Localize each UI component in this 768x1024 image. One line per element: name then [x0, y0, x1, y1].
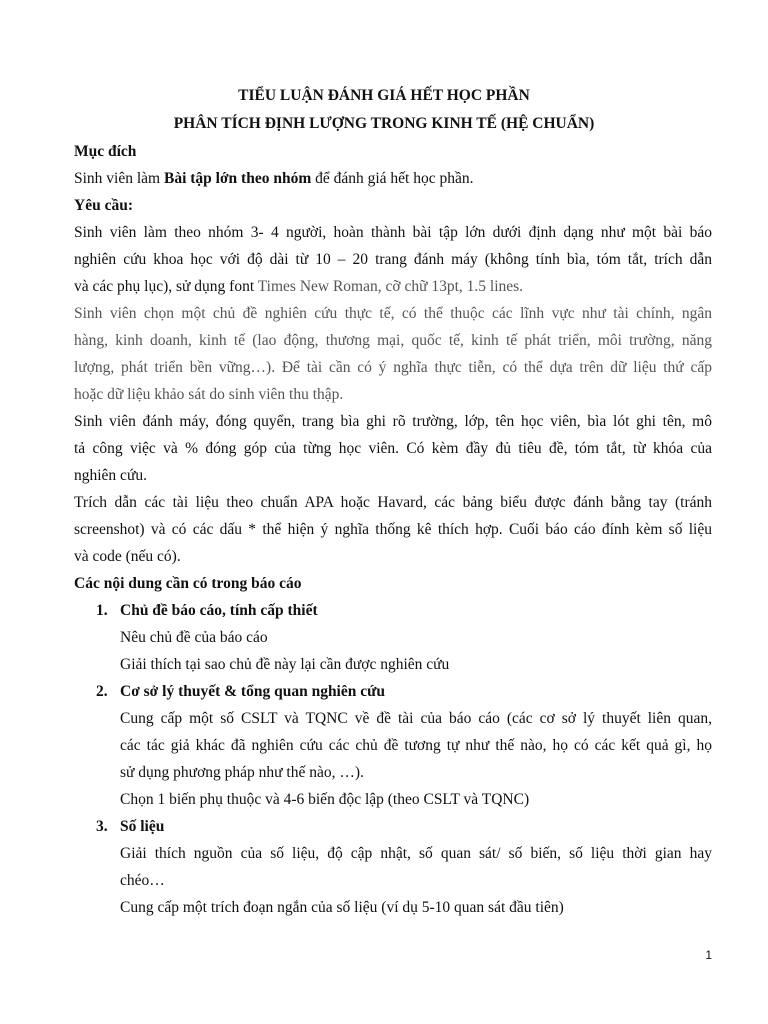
purpose-pre: Sinh viên làm	[74, 170, 164, 187]
req-p4-line-1: Trích dẫn các tài liệu theo chuẩn APA hoặc Havard, các bảng biểu được đánh bằng tay (tránh	[74, 494, 712, 511]
item-2-line-4: Chọn 1 biến phụ thuộc và 4-6 biến độc lập (theo CSLT và TQNC)	[120, 791, 530, 808]
req-p4-line-2: screenshot) và có các dấu * thể hiện ý nghĩa thống kê thích hợp. Cuối báo cáo đính kèm số liệu	[74, 521, 712, 538]
req-p3-line-1: Sinh viên đánh máy, đóng quyển, trang bìa ghi rõ trường, lớp, tên học viên, bìa lót ghi tên, mô	[74, 413, 712, 430]
req-p1-line-2: nghiên cứu khoa học với độ dài từ 10 – 20 trang đánh máy (không tính bìa, tóm tắt, trích dẫn	[74, 251, 712, 268]
doc-title-line-1: TIỂU LUẬN ĐÁNH GIÁ HẾT HỌC PHẦN	[238, 87, 530, 104]
req-p3-line-2: tả công việc và % đóng góp của từng học viên. Có kèm đầy đủ tiêu đề, tóm tắt, từ khóa của	[74, 440, 712, 457]
item-1-line-1: Nêu chủ đề của báo cáo	[120, 629, 268, 646]
item-2-line-2: các tác giả khác đã nghiên cứu các chủ đề tương tự như thế nào, họ có các kết quả gì, họ	[120, 737, 712, 754]
item-3-line-1: Giải thích nguồn của số liệu, độ cập nhật, số quan sát/ số biến, số liệu thời gian hay	[120, 845, 712, 862]
item-2-title: Cơ sở lý thuyết & tổng quan nghiên cứu	[120, 683, 386, 700]
req-p4-line-3: và code (nếu có).	[74, 548, 181, 565]
purpose-text	[74, 169, 474, 189]
item-1-line-2: Giải thích tại sao chủ đề này lại cần được nghiên cứu	[120, 656, 450, 673]
req-p1-line-3a: và các phụ lục), sử dụng font	[74, 278, 258, 295]
item-2-number: 2.	[96, 683, 108, 700]
purpose-post: để đánh giá hết học phần.	[311, 170, 474, 187]
item-3-number: 3.	[96, 818, 108, 835]
item-2-line-3: sử dụng phương pháp như thế nào, …).	[120, 764, 364, 781]
purpose-bold: Bài tập lớn theo nhóm	[163, 170, 312, 187]
purpose-heading: Mục đích	[74, 143, 137, 160]
item-1-title: Chủ đề báo cáo, tính cấp thiết	[120, 602, 318, 619]
req-p1-line-1: Sinh viên làm theo nhóm 3- 4 người, hoàn thành bài tập lớn dưới định dạng như một bài báo	[74, 224, 712, 241]
req-p1-line-3b: Times New Roman, cỡ chữ 13pt, 1.5 lines.	[257, 278, 524, 295]
req-p2-line-2: hàng, kinh doanh, kinh tế (lao động, thương mại, quốc tế, kinh tế phát triển, môi trường, năng	[74, 332, 712, 349]
req-p1-line-3	[74, 277, 523, 297]
contents-heading: Các nội dung cần có trong báo cáo	[74, 575, 302, 592]
req-p2-line-4: hoặc dữ liệu khảo sát do sinh viên thu thập.	[74, 386, 344, 403]
page-number: 1	[705, 948, 712, 962]
req-p2-line-1: Sinh viên chọn một chủ đề nghiên cứu thực tế, có thể thuộc các lĩnh vực như tài chính, ngân	[74, 305, 712, 322]
requirements-heading: Yêu cầu:	[74, 197, 133, 214]
item-1-number: 1.	[96, 602, 108, 619]
req-p3-line-3: nghiên cứu.	[74, 467, 147, 484]
item-3-title: Số liệu	[120, 818, 165, 835]
item-3-line-3: Cung cấp một trích đoạn ngắn của số liệu (ví dụ 5-10 quan sát đầu tiên)	[120, 899, 564, 916]
item-2-line-1: Cung cấp một số CSLT và TQNC về đề tài của báo cáo (các cơ sở lý thuyết liên quan,	[120, 710, 712, 727]
item-3-line-2: chéo…	[120, 872, 165, 889]
doc-title-line-2: PHÂN TÍCH ĐỊNH LƯỢNG TRONG KINH TẾ (HỆ CHUẨN)	[173, 115, 595, 132]
req-p2-line-3: lượng, phát triển bền vững…). Để tài cần có ý nghĩa thực tiễn, có thể dựa trên dữ liệu thứ cấp	[74, 359, 712, 376]
